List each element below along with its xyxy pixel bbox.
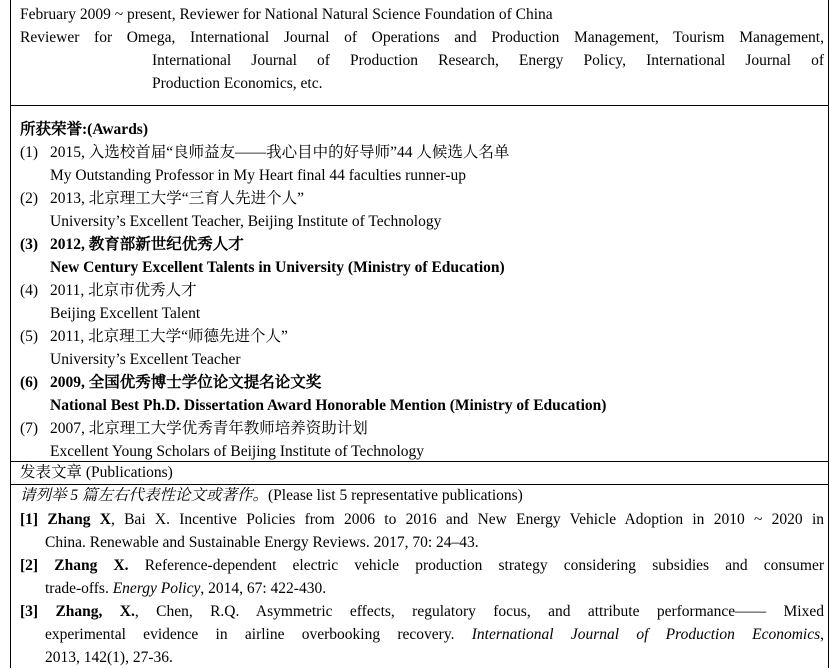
instruction-en: (Please list 5 representative publications): [268, 487, 523, 504]
award-number: (3): [20, 236, 39, 253]
award-number: (4): [20, 282, 39, 299]
instruction-cn: 请列举 5 篇左右代表性论文或著作。: [20, 487, 269, 504]
award-number: (5): [20, 328, 39, 345]
publication-journal: Energy Policy: [112, 580, 201, 597]
resume-table: [10, 0, 829, 668]
award-title-cn: 2015, 入选校首届“良师益友——我心目中的好导师”44 人候选人名单: [50, 144, 510, 161]
publication-journal: International Journal of Production Economics: [471, 626, 821, 643]
publication-number: [2]: [20, 557, 39, 574]
award-title-cn: 2012, 教育部新世纪优秀人才: [50, 236, 244, 253]
award-item-5-en: University’s Excellent Teacher: [50, 351, 241, 368]
publication-1-line-1: [20, 508, 824, 531]
reviewer-line-journals: Reviewer for Omega, International Journal of Operations and Production Management, Tourism Management,: [20, 29, 824, 46]
award-item-7-en: Excellent Young Scholars of Beijing Institute of Technology: [50, 443, 425, 460]
award-item-4-en: Beijing Excellent Talent: [50, 305, 201, 322]
award-title-cn: 2007, 北京理工大学优秀青年教师培养资助计划: [50, 420, 368, 437]
award-number: (6): [20, 374, 39, 391]
publication-text: Reference-dependent electric vehicle production strategy considering subsidies and consumer: [128, 557, 825, 574]
award-item-2-en: University’s Excellent Teacher, Beijing Institute of Technology: [50, 213, 442, 230]
publication-text: ,: [820, 626, 824, 643]
award-item-7-cn: [20, 417, 368, 440]
publication-author: Zhang X: [47, 511, 111, 528]
publication-1-line-2: China. Renewable and Sustainable Energy Reviews. 2017, 70: 24–43.: [45, 534, 479, 551]
award-number: (2): [20, 190, 39, 207]
award-item-5-cn: [20, 325, 288, 348]
award-title-cn: 2011, 北京市优秀人才: [50, 282, 197, 299]
publication-2-line-2: [45, 577, 326, 600]
award-item-3-en: New Century Excellent Talents in University (Ministry of Education): [50, 259, 505, 276]
publication-text: , Bai X. Incentive Policies from 2006 to 2016 and New Energy Vehicle Adoption in 2010 ~ 2020 in: [110, 511, 825, 528]
awards-heading: 所获荣誉:(Awards): [20, 121, 149, 138]
award-title-cn: 2009, 全国优秀博士学位论文提名论文奖: [50, 374, 322, 391]
reviewer-line-nsfc: February 2009 ~ present, Reviewer for National Natural Science Foundation of China: [20, 6, 553, 23]
publications-header: 发表文章 (Publications): [20, 464, 173, 481]
award-item-2-cn: [20, 187, 304, 210]
publications-instruction: [20, 484, 523, 507]
award-item-4-cn: [20, 279, 197, 302]
publication-3-line-2: [45, 623, 824, 646]
publication-text: , Chen, R.Q. Asymmetric effects, regulatory focus, and attribute performance—— Mixed: [134, 603, 824, 620]
reviewer-line-journals-cont: International Journal of Production Research, Energy Policy, International Journal of: [152, 52, 824, 69]
publication-number: [1]: [20, 511, 39, 528]
publication-author: Zhang, X.: [55, 603, 135, 620]
publication-3-line-3: 2013, 142(1), 27-36.: [45, 649, 173, 666]
award-title-cn: 2013, 北京理工大学“三育人先进个人”: [50, 190, 305, 207]
awards-section: [11, 106, 828, 462]
publication-author: Zhang X.: [54, 557, 129, 574]
reviewer-section: [11, 0, 828, 118]
award-item-6-cn: [20, 371, 321, 394]
publication-text: trade-offs.: [45, 580, 113, 597]
publication-number: [3]: [20, 603, 39, 620]
publication-2-line-1: [20, 554, 824, 577]
award-item-1-cn: [20, 141, 509, 164]
publication-3-line-1: [20, 600, 824, 623]
publication-text: experimental evidence in airline overbooking recovery.: [45, 626, 472, 643]
publication-text: , 2014, 67: 422-430.: [200, 580, 327, 597]
award-number: (7): [20, 420, 39, 437]
award-number: (1): [20, 144, 39, 161]
award-item-6-en: National Best Ph.D. Dissertation Award Honorable Mention (Ministry of Education): [50, 397, 607, 414]
award-title-cn: 2011, 北京理工大学“师德先进个人”: [50, 328, 288, 345]
reviewer-line-journals-end: Production Economics, etc.: [152, 75, 323, 92]
award-item-1-en: My Outstanding Professor in My Heart final 44 faculties runner-up: [50, 167, 466, 184]
award-item-3-cn: [20, 233, 244, 256]
